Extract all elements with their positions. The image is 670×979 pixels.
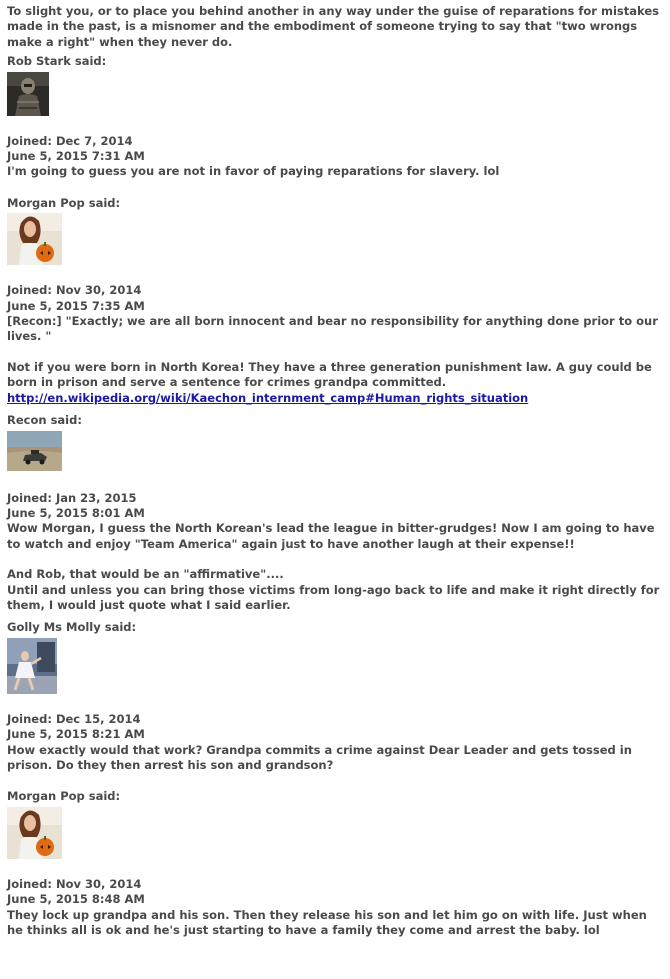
girl-running-avatar-icon[interactable] <box>7 638 57 694</box>
post-joined-date: Joined: Jan 23, 2015 <box>7 490 137 505</box>
forum-post <box>7 413 663 613</box>
desert-vehicle-avatar-icon[interactable] <box>7 431 62 471</box>
post-author: Rob Stark said: <box>7 54 107 69</box>
woman-with-pumpkin-avatar-icon[interactable] <box>7 213 62 265</box>
post-body-text: They lock up grandpa and his son. Then they release his son and let him go on with life. Just when he thinks all is ok and he's just starting to have a family they come and arrest the baby. lol <box>7 907 647 937</box>
post-timestamp: June 5, 2015 8:01 AM <box>7 505 145 520</box>
woman-with-pumpkin-avatar-icon[interactable] <box>7 807 62 859</box>
forum-post <box>7 54 663 180</box>
post-author: Morgan Pop said: <box>7 195 121 210</box>
post-body-text: I'm going to guess you are not in favor of paying reparations for slavery. lol <box>7 164 500 179</box>
forum-thread <box>7 4 663 938</box>
post-timestamp: June 5, 2015 7:35 AM <box>7 298 145 313</box>
post-body-text: Until and unless you can bring those victims from long-ago back to life and make it right directly for them, I would just quote what I said earlier. <box>7 582 660 612</box>
post-timestamp: June 5, 2015 8:48 AM <box>7 892 145 907</box>
forum-post <box>7 789 663 938</box>
forum-post <box>7 620 663 773</box>
post-joined-date: Joined: Dec 7, 2014 <box>7 133 133 148</box>
post-body-text: Not if you were born in North Korea! They have a three generation punishment law. A guy could be born in prison and serve a sentence for crimes grandpa committed. <box>7 359 652 390</box>
post-joined-date: Joined: Nov 30, 2014 <box>7 876 142 891</box>
wikipedia-link[interactable]: http://en.wikipedia.org/wiki/Kaechon_internment_camp#Human_rights_situation <box>7 390 529 405</box>
post-quote-text: [Recon:] "Exactly; we are all born innocent and bear no responsibility for anything done prior to our lives. " <box>7 314 658 344</box>
post-author: Golly Ms Molly said: <box>7 620 137 635</box>
post-body-text: And Rob, that would be an "affirmative".... <box>7 567 284 582</box>
post-body-text: How exactly would that work? Grandpa commits a crime against Dear Leader and gets tossed in prison. Do they then arrest his son and grandson? <box>7 742 632 772</box>
post-author: Recon said: <box>7 413 82 428</box>
armored-knight-avatar-icon[interactable] <box>7 72 49 116</box>
post-timestamp: June 5, 2015 8:21 AM <box>7 727 145 742</box>
post-author: Morgan Pop said: <box>7 789 121 804</box>
post-body-text: Wow Morgan, I guess the North Korean's lead the league in bitter-grudges! Now I am going to have to watch and enjoy "Team America" again just to have another laugh at their expense!! <box>7 521 655 551</box>
post-joined-date: Joined: Dec 15, 2014 <box>7 711 141 726</box>
post-joined-date: Joined: Nov 30, 2014 <box>7 283 142 298</box>
quoted-post-text: To slight you, or to place you behind another in any way under the guise of reparations for mistakes made in the past, is a misnomer and the embodiment of someone trying to say that "two wrongs make a right" when they never do. <box>7 4 659 49</box>
forum-post <box>7 196 663 406</box>
post-timestamp: June 5, 2015 7:31 AM <box>7 149 145 164</box>
